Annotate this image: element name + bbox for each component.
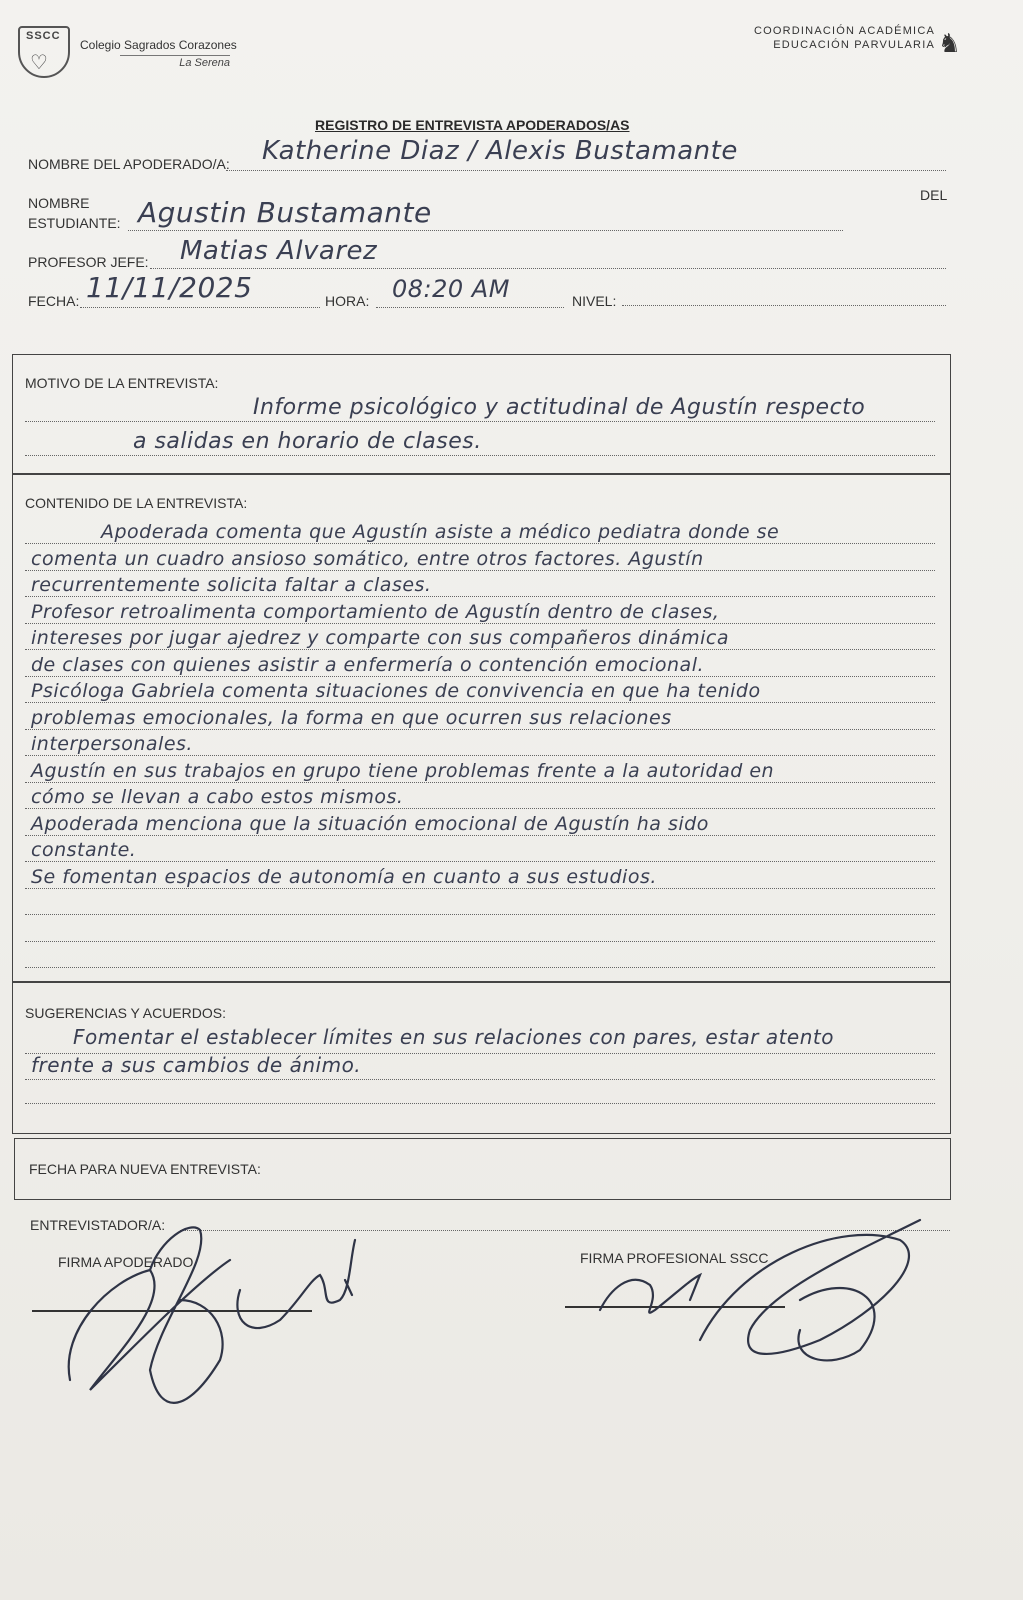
sugerencias-text: frente a sus cambios de ánimo. [31, 1053, 362, 1077]
apoderado-label: NOMBRE DEL APODERADO/A: [28, 156, 230, 172]
profesor-value: Matias Alvarez [180, 236, 378, 266]
motivo-text: a salidas en horario de clases. [133, 429, 482, 454]
apoderado-signature-1 [69, 1227, 230, 1402]
contenido-line [25, 729, 935, 730]
profesor-label: PROFESOR JEFE: [28, 254, 149, 270]
nueva-entrevista-label: FECHA PARA NUEVA ENTREVISTA: [29, 1161, 261, 1177]
coordination-line-2: EDUCACIÓN PARVULARIA [773, 39, 935, 51]
entrevistador-label: ENTREVISTADOR/A: [30, 1217, 166, 1233]
profesor-line [150, 268, 946, 269]
contenido-line [25, 596, 935, 597]
estudiante-value: Agustin Bustamante [138, 196, 432, 229]
motivo-line [25, 455, 935, 456]
contenido-line [25, 649, 935, 650]
contenido-line [25, 808, 935, 809]
del-label: DEL [920, 187, 948, 203]
contenido-text: Agustín en sus trabajos en grupo tiene problemas frente a la autoridad en [31, 759, 775, 782]
firma-apoderado-label: FIRMA APODERADO [58, 1254, 194, 1270]
sugerencias-line [25, 1103, 935, 1104]
estudiante-line [128, 230, 843, 231]
heart-icon: ♡ [30, 52, 48, 74]
contenido-label: CONTENIDO DE LA ENTREVISTA: [25, 495, 248, 511]
form-title: REGISTRO DE ENTREVISTA APODERADOS/AS [315, 117, 630, 133]
contenido-text: problemas emocionales, la forma en que ocurren sus relaciones [31, 706, 672, 729]
contenido-line [25, 570, 935, 571]
contenido-text: comenta un cuadro ansioso somático, entre otros factores. Agustín [31, 547, 704, 570]
contenido-line [25, 702, 935, 703]
contenido-section [12, 474, 951, 982]
sugerencias-line [25, 1079, 935, 1080]
nivel-line [622, 305, 946, 306]
contenido-line [25, 782, 935, 783]
coordination-line-1: COORDINACIÓN ACADÉMICA [753, 25, 935, 37]
signatures-drawing [0, 1180, 1023, 1440]
firma-profesional-label: FIRMA PROFESIONAL SSCC [580, 1250, 769, 1266]
apoderado-signature-2 [237, 1240, 355, 1328]
contenido-line [25, 676, 935, 677]
contenido-text: de clases con quienes asistir a enfermería o contención emocional. [31, 653, 705, 676]
fecha-value: 11/11/2025 [86, 271, 253, 304]
profesional-signature-1 [600, 1275, 700, 1313]
hora-label: HORA: [325, 293, 370, 309]
contenido-text: constante. [31, 839, 137, 861]
contenido-text: intereses por jugar ajedrez y comparte con sus compañeros dinámica [31, 627, 729, 649]
contenido-line [25, 543, 935, 544]
contenido-text: Psicóloga Gabriela comenta situaciones de convivencia en que ha tenido [31, 680, 761, 702]
motivo-label: MOTIVO DE LA ENTREVISTA: [25, 375, 219, 391]
motivo-text: Informe psicológico y actitudinal de Agustín respecto [253, 395, 866, 420]
school-name: Colegio Sagrados Corazones [80, 38, 237, 52]
hora-line [376, 307, 564, 308]
fecha-line [80, 307, 320, 308]
sugerencias-label: SUGERENCIAS Y ACUERDOS: [25, 1005, 226, 1021]
apoderado-value: Katherine Diaz / Alexis Bustamante [262, 136, 738, 166]
apoderado-line [226, 170, 946, 171]
contenido-line [25, 914, 935, 915]
contenido-line [25, 888, 935, 889]
estudiante-label-2: ESTUDIANTE: [28, 215, 121, 231]
contenido-line [25, 941, 935, 942]
hora-value: 08:20 AM [392, 275, 510, 303]
motivo-line [25, 421, 935, 422]
contenido-text: interpersonales. [31, 733, 193, 755]
angel-logo-icon: ♞ [937, 28, 961, 58]
contenido-text: Se fomentan espacios de autonomía en cuanto a sus estudios. [31, 865, 657, 888]
contenido-text: Profesor retroalimenta comportamiento de Agustín dentro de clases, [31, 600, 720, 623]
school-city: La Serena [120, 55, 230, 69]
contenido-line [25, 623, 935, 624]
motivo-section [12, 354, 951, 474]
nivel-label: NIVEL: [572, 293, 617, 309]
contenido-line [25, 755, 935, 756]
sugerencias-section [12, 982, 951, 1134]
contenido-line [25, 835, 935, 836]
profesional-signature-2 [700, 1220, 920, 1360]
contenido-text: cómo se llevan a cabo estos mismos. [31, 786, 404, 808]
crest-text: SSCC [26, 30, 61, 42]
fecha-label: FECHA: [28, 293, 80, 309]
contenido-text: recurrentemente solicita faltar a clases. [31, 574, 432, 596]
coordination-header [754, 24, 935, 52]
contenido-text: Apoderada comenta que Agustín asiste a médico pediatra donde se [101, 521, 780, 543]
sugerencias-text: Fomentar el establecer límites en sus relaciones con pares, estar atento [73, 1025, 834, 1049]
estudiante-label-1: NOMBRE [28, 195, 90, 211]
contenido-line [25, 861, 935, 862]
contenido-line [25, 967, 935, 968]
contenido-text: Apoderada menciona que la situación emocional de Agustín ha sido [31, 812, 709, 835]
